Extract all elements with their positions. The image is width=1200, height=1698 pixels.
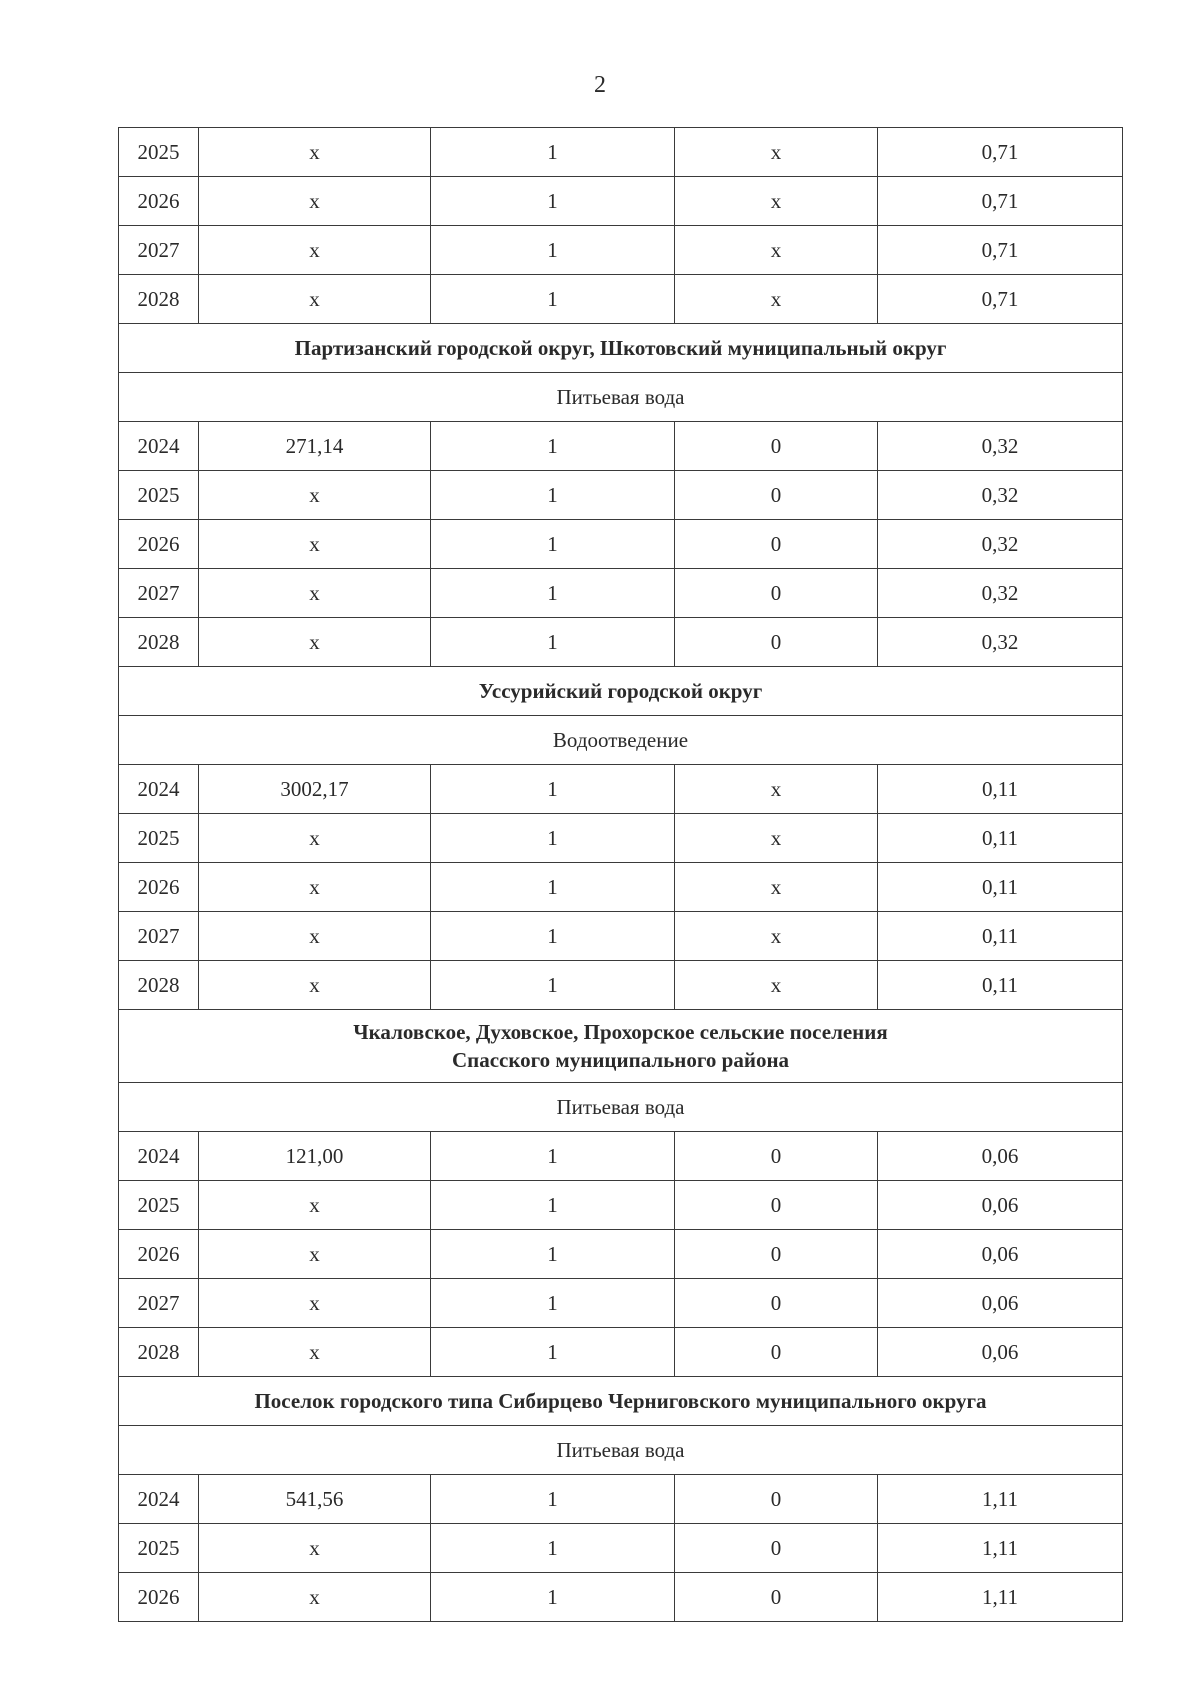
table-cell: 2026: [119, 1230, 199, 1279]
section-subheading: Питьевая вода: [119, 1083, 1123, 1132]
table-cell: 1: [431, 765, 675, 814]
table-row: [119, 422, 1123, 471]
table-cell: 0,71: [878, 128, 1123, 177]
table-row: [119, 1573, 1123, 1622]
table-cell: 2028: [119, 275, 199, 324]
table-cell: 1: [431, 1328, 675, 1377]
table-cell: 0,71: [878, 226, 1123, 275]
table-row: [119, 863, 1123, 912]
table-cell: 0,32: [878, 471, 1123, 520]
table-cell: 0: [675, 1132, 878, 1181]
table-cell: 0,11: [878, 912, 1123, 961]
table-cell: 2026: [119, 863, 199, 912]
table-cell: 2025: [119, 814, 199, 863]
table-cell: 1: [431, 1230, 675, 1279]
table-cell: 1: [431, 569, 675, 618]
table-cell: х: [199, 177, 431, 226]
table-row: [119, 520, 1123, 569]
table-cell: 1: [431, 1524, 675, 1573]
table-cell: х: [199, 275, 431, 324]
section-heading: Чкаловское, Духовское, Прохорское сельские поселения Спасского муниципального района: [119, 1010, 1123, 1083]
table-cell: х: [675, 128, 878, 177]
table-cell: 2025: [119, 1181, 199, 1230]
table-row: [119, 128, 1123, 177]
table-cell: 0,11: [878, 814, 1123, 863]
section-heading-row: [119, 1010, 1123, 1083]
table-cell: 0,06: [878, 1181, 1123, 1230]
table-cell: 2025: [119, 1524, 199, 1573]
table-cell: х: [675, 177, 878, 226]
table-cell: х: [675, 863, 878, 912]
table-cell: х: [199, 1181, 431, 1230]
table-row: [119, 814, 1123, 863]
table-cell: 1,11: [878, 1524, 1123, 1573]
table-cell: 1: [431, 1475, 675, 1524]
table-cell: 2027: [119, 569, 199, 618]
table-cell: х: [675, 765, 878, 814]
table-cell: х: [199, 520, 431, 569]
section-subheading-row: [119, 373, 1123, 422]
section-heading-row: [119, 324, 1123, 373]
section-subheading-row: [119, 1083, 1123, 1132]
table-cell: 0,32: [878, 422, 1123, 471]
table-cell: х: [199, 471, 431, 520]
table-cell: 0: [675, 1328, 878, 1377]
table-cell: 2028: [119, 961, 199, 1010]
section-subheading: Питьевая вода: [119, 1426, 1123, 1475]
table-cell: х: [675, 912, 878, 961]
table-cell: х: [199, 1573, 431, 1622]
section-heading-row: [119, 667, 1123, 716]
table-row: [119, 961, 1123, 1010]
table-cell: 0,11: [878, 863, 1123, 912]
table-cell: 2028: [119, 1328, 199, 1377]
table-cell: 2027: [119, 226, 199, 275]
table-cell: х: [199, 1328, 431, 1377]
table-cell: 0: [675, 1181, 878, 1230]
table-cell: 0,11: [878, 961, 1123, 1010]
table-cell: 1: [431, 814, 675, 863]
table-cell: х: [199, 1524, 431, 1573]
table-cell: 1,11: [878, 1573, 1123, 1622]
table-cell: 2024: [119, 422, 199, 471]
table-row: [119, 275, 1123, 324]
table-cell: 1: [431, 618, 675, 667]
table-cell: 0,06: [878, 1328, 1123, 1377]
table-cell: х: [199, 226, 431, 275]
table-row: [119, 1328, 1123, 1377]
table-cell: 1: [431, 1573, 675, 1622]
section-subheading: Питьевая вода: [119, 373, 1123, 422]
table-row: [119, 1230, 1123, 1279]
table-cell: 1: [431, 177, 675, 226]
table-cell: х: [675, 275, 878, 324]
table-cell: 1: [431, 422, 675, 471]
table-cell: 2026: [119, 177, 199, 226]
table-cell: х: [199, 128, 431, 177]
section-heading: Партизанский городской округ, Шкотовский муниципальный округ: [119, 324, 1123, 373]
table-cell: х: [199, 863, 431, 912]
table-cell: 0,06: [878, 1230, 1123, 1279]
table-cell: 0,11: [878, 765, 1123, 814]
table-cell: 121,00: [199, 1132, 431, 1181]
table-cell: 1: [431, 1279, 675, 1328]
table-cell: х: [199, 961, 431, 1010]
table-cell: 2024: [119, 765, 199, 814]
table-cell: 1: [431, 961, 675, 1010]
table-cell: 2024: [119, 1475, 199, 1524]
table-cell: 1: [431, 863, 675, 912]
table-cell: 2028: [119, 618, 199, 667]
table-cell: 0,32: [878, 520, 1123, 569]
table-cell: х: [199, 1230, 431, 1279]
table-cell: 0: [675, 1573, 878, 1622]
table-cell: 0: [675, 1230, 878, 1279]
table-cell: 0: [675, 1524, 878, 1573]
table-cell: 0,71: [878, 275, 1123, 324]
table-cell: х: [199, 569, 431, 618]
table-cell: 2025: [119, 128, 199, 177]
table-cell: 0: [675, 520, 878, 569]
table-row: [119, 1279, 1123, 1328]
table-cell: 2026: [119, 1573, 199, 1622]
tariff-table: [118, 127, 1123, 1622]
table-row: [119, 765, 1123, 814]
table-row: [119, 177, 1123, 226]
section-heading-row: [119, 1377, 1123, 1426]
table-cell: 0: [675, 569, 878, 618]
table-cell: 1: [431, 226, 675, 275]
section-subheading-row: [119, 1426, 1123, 1475]
table-cell: 1: [431, 1132, 675, 1181]
table-cell: 1: [431, 128, 675, 177]
table-cell: 0,06: [878, 1279, 1123, 1328]
table-cell: х: [199, 814, 431, 863]
table-cell: 1: [431, 275, 675, 324]
section-heading: Поселок городского типа Сибирцево Черниговского муниципального округа: [119, 1377, 1123, 1426]
table-row: [119, 1132, 1123, 1181]
table-cell: 0,32: [878, 569, 1123, 618]
table-row: [119, 226, 1123, 275]
table-cell: 541,56: [199, 1475, 431, 1524]
table-row: [119, 471, 1123, 520]
table-cell: 0: [675, 618, 878, 667]
table-cell: 2025: [119, 471, 199, 520]
section-subheading: Водоотведение: [119, 716, 1123, 765]
table-cell: 2024: [119, 1132, 199, 1181]
table-row: [119, 1181, 1123, 1230]
table-row: [119, 569, 1123, 618]
table-cell: х: [199, 618, 431, 667]
table-cell: 0: [675, 1279, 878, 1328]
table-cell: 2027: [119, 912, 199, 961]
table-row: [119, 1475, 1123, 1524]
table-cell: х: [675, 961, 878, 1010]
table-cell: 1,11: [878, 1475, 1123, 1524]
table-cell: 0,06: [878, 1132, 1123, 1181]
section-heading: Уссурийский городской округ: [119, 667, 1123, 716]
page-number: 2: [594, 72, 606, 98]
table-cell: 3002,17: [199, 765, 431, 814]
table-cell: 1: [431, 912, 675, 961]
table-body: [119, 128, 1123, 1622]
table-cell: 0: [675, 471, 878, 520]
table-cell: 1: [431, 1181, 675, 1230]
section-subheading-row: [119, 716, 1123, 765]
table-row: [119, 618, 1123, 667]
table-cell: 2026: [119, 520, 199, 569]
table-cell: х: [675, 814, 878, 863]
table-cell: х: [199, 1279, 431, 1328]
table-cell: 271,14: [199, 422, 431, 471]
table-row: [119, 912, 1123, 961]
table-cell: 0,32: [878, 618, 1123, 667]
table-cell: х: [675, 226, 878, 275]
table-row: [119, 1524, 1123, 1573]
table-cell: 1: [431, 471, 675, 520]
table-cell: х: [199, 912, 431, 961]
table-cell: 0: [675, 422, 878, 471]
table-cell: 1: [431, 520, 675, 569]
table-cell: 0,71: [878, 177, 1123, 226]
table-cell: 2027: [119, 1279, 199, 1328]
table-cell: 0: [675, 1475, 878, 1524]
